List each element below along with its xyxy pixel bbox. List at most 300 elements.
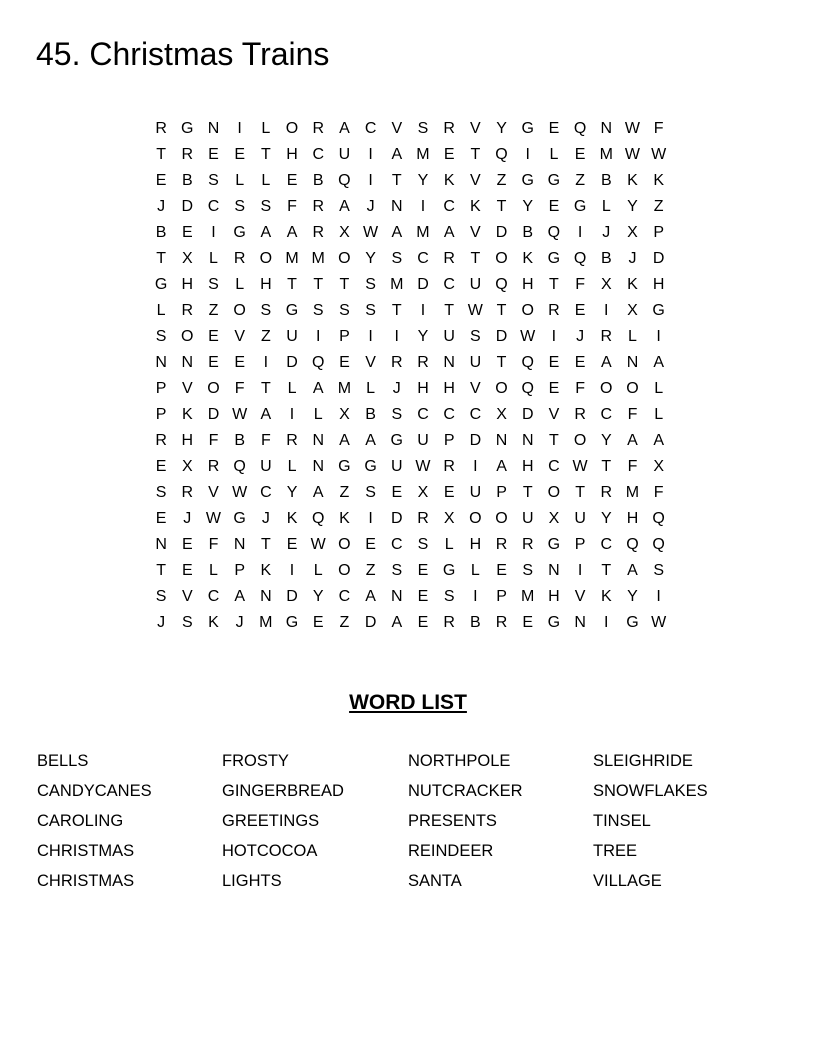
word-list-heading: WORD LIST xyxy=(349,691,467,714)
grid-cell: R xyxy=(155,120,167,137)
grid-cell: T xyxy=(156,250,166,267)
grid-cell: O xyxy=(285,120,299,137)
grid-cell: Y xyxy=(286,484,298,501)
grid-row xyxy=(148,558,673,584)
grid-cell: W xyxy=(624,146,641,163)
grid-cell: L xyxy=(654,380,664,397)
grid-cell: J xyxy=(392,380,401,397)
grid-cell: B xyxy=(181,172,193,189)
grid-cell: Y xyxy=(312,588,324,605)
grid-cell: H xyxy=(652,276,665,293)
grid-row xyxy=(148,610,673,636)
grid-cell: I xyxy=(604,302,609,319)
word-list-item: CAROLING xyxy=(37,812,124,830)
grid-cell: D xyxy=(521,406,534,423)
grid-cell: A xyxy=(627,432,638,449)
grid-cell: L xyxy=(287,380,297,397)
grid-cell: L xyxy=(235,276,245,293)
letter-grid xyxy=(148,116,673,636)
word-list-item: CHRISTMAS xyxy=(37,872,135,890)
grid-cell: G xyxy=(154,276,168,293)
grid-cell: U xyxy=(443,328,455,345)
grid-cell: F xyxy=(627,458,638,475)
grid-cell: G xyxy=(390,432,403,449)
grid-cell: H xyxy=(521,276,534,293)
grid-cell: N xyxy=(155,536,167,553)
grid-cell: R xyxy=(495,614,508,631)
grid-cell: I xyxy=(656,328,661,345)
grid-cell: I xyxy=(551,328,557,345)
grid-cell: X xyxy=(339,406,350,423)
grid-cell: O xyxy=(495,380,508,397)
grid-cell: Y xyxy=(496,120,507,137)
grid-cell: N xyxy=(391,198,403,215)
grid-cell: Y xyxy=(627,588,638,605)
grid-cell: K xyxy=(600,588,612,605)
grid-cell: X xyxy=(600,276,612,293)
grid-cell: K xyxy=(286,510,298,527)
grid-cell: S xyxy=(365,276,376,293)
grid-cell: T xyxy=(391,172,402,189)
grid-cell: S xyxy=(470,328,481,345)
grid-cell: K xyxy=(443,172,455,189)
grid-cell: U xyxy=(469,354,482,371)
grid-cell: T xyxy=(313,276,324,293)
grid-cell: U xyxy=(469,276,482,293)
grid-cell: I xyxy=(368,172,373,189)
grid-cell: F xyxy=(208,432,219,449)
grid-cell: O xyxy=(626,380,639,397)
grid-cell: K xyxy=(627,172,638,189)
grid-cell: S xyxy=(155,328,167,345)
grid-cell: E xyxy=(443,146,455,163)
grid-cell: H xyxy=(521,458,534,475)
word-list-item: VILLAGE xyxy=(593,872,662,890)
grid-cell: L xyxy=(313,406,323,423)
grid-cell: G xyxy=(626,614,639,631)
grid-cell: C xyxy=(548,458,560,475)
grid-cell: I xyxy=(237,120,242,137)
grid-cell: E xyxy=(548,198,560,215)
grid-cell: A xyxy=(496,458,507,475)
grid-cell: W xyxy=(232,406,248,423)
grid-cell: E xyxy=(286,536,298,553)
grid-cell: S xyxy=(391,562,403,579)
grid-cell: F xyxy=(653,120,664,137)
grid-cell: E xyxy=(574,302,586,319)
grid-cell: G xyxy=(652,302,665,319)
grid-row xyxy=(148,506,673,532)
grid-cell: B xyxy=(470,614,481,631)
page-title: 45. Christmas Trains xyxy=(36,36,330,72)
grid-cell: H xyxy=(181,432,194,449)
grid-cell: A xyxy=(312,484,324,501)
grid-cell: A xyxy=(443,224,455,241)
grid-cell: K xyxy=(208,614,219,631)
word-list-item: GREETINGS xyxy=(222,812,320,830)
grid-cell: M xyxy=(259,614,273,631)
grid-cell: W xyxy=(310,536,326,553)
grid-cell: O xyxy=(573,432,587,449)
grid-cell: I xyxy=(420,198,426,215)
grid-cell: X xyxy=(653,458,664,475)
grid-cell: E xyxy=(181,536,193,553)
grid-cell: X xyxy=(417,484,429,501)
grid-cell: Q xyxy=(547,224,561,241)
grid-cell: Z xyxy=(339,484,350,501)
grid-cell: V xyxy=(548,406,560,423)
grid-cell: R xyxy=(495,536,508,553)
grid-cell: T xyxy=(549,432,559,449)
grid-cell: D xyxy=(495,328,508,345)
grid-cell: G xyxy=(547,250,561,267)
grid-cell: A xyxy=(234,588,245,605)
grid-row xyxy=(148,584,673,610)
grid-cell: R xyxy=(391,354,403,371)
grid-cell: R xyxy=(521,536,534,553)
grid-cell: T xyxy=(339,276,350,293)
grid-cell: Q xyxy=(495,146,508,163)
grid-cell: U xyxy=(574,510,586,527)
grid-cell: I xyxy=(368,328,373,345)
grid-cell: H xyxy=(181,276,194,293)
word-list-item: SLEIGHRIDE xyxy=(593,752,693,770)
grid-cell: Q xyxy=(521,380,534,397)
grid-cell: M xyxy=(390,276,404,293)
grid-cell: G xyxy=(442,562,456,579)
grid-cell: V xyxy=(365,354,376,371)
grid-cell: W xyxy=(205,510,222,527)
grid-cell: L xyxy=(470,562,480,579)
grid-cell: E xyxy=(574,354,586,371)
grid-cell: E xyxy=(522,614,534,631)
grid-cell: E xyxy=(548,354,560,371)
grid-cell: E xyxy=(548,120,560,137)
grid-cell: O xyxy=(338,250,351,267)
grid-cell: X xyxy=(181,250,193,267)
grid-cell: R xyxy=(312,120,324,137)
grid-cell: C xyxy=(207,198,220,215)
grid-cell: H xyxy=(260,276,272,293)
word-list-item: BELLS xyxy=(37,752,89,770)
grid-cell: E xyxy=(181,562,193,579)
grid-cell: D xyxy=(417,276,429,293)
grid-cell: K xyxy=(627,276,638,293)
grid-cell: O xyxy=(259,250,273,267)
grid-cell: G xyxy=(285,614,299,631)
grid-cell: L xyxy=(235,172,245,189)
grid-cell: P xyxy=(339,328,350,345)
grid-cell: A xyxy=(260,224,272,241)
grid-cell: Z xyxy=(260,328,271,345)
grid-cell: L xyxy=(209,562,218,579)
grid-cell: T xyxy=(470,250,481,267)
grid-cell: R xyxy=(600,484,613,501)
grid-cell: T xyxy=(522,484,533,501)
grid-cell: R xyxy=(181,484,194,501)
grid-cell: J xyxy=(628,250,637,267)
grid-cell: H xyxy=(548,588,560,605)
grid-cell: P xyxy=(653,224,664,241)
grid-cell: T xyxy=(260,536,271,553)
word-list-item: GINGERBREAD xyxy=(222,782,344,800)
grid-cell: M xyxy=(599,146,613,163)
grid-cell: A xyxy=(391,224,403,241)
grid-row xyxy=(148,168,673,194)
grid-cell: I xyxy=(577,224,583,241)
grid-cell: S xyxy=(155,484,167,501)
grid-cell: O xyxy=(207,380,220,397)
grid-cell: D xyxy=(181,198,194,215)
grid-cell: E xyxy=(155,458,167,475)
grid-cell: D xyxy=(286,354,298,371)
grid-cell: Z xyxy=(496,172,507,189)
grid-row xyxy=(148,298,673,324)
grid-cell: M xyxy=(311,250,325,267)
grid-cell: T xyxy=(549,276,559,293)
grid-cell: W xyxy=(467,302,483,319)
grid-cell: Y xyxy=(600,510,612,527)
grid-cell: M xyxy=(521,588,535,605)
grid-cell: A xyxy=(627,562,638,579)
grid-cell: T xyxy=(156,562,166,579)
grid-cell: L xyxy=(287,458,297,475)
grid-cell: I xyxy=(289,406,295,423)
grid-cell: Q xyxy=(573,120,587,137)
grid-cell: N xyxy=(207,120,220,137)
grid-cell: C xyxy=(364,120,377,137)
grid-cell: Q xyxy=(652,536,665,553)
grid-cell: N xyxy=(521,432,534,449)
grid-cell: E xyxy=(391,484,403,501)
grid-cell: R xyxy=(443,614,455,631)
grid-cell: T xyxy=(601,458,612,475)
grid-cell: P xyxy=(496,588,507,605)
grid-cell: L xyxy=(313,562,323,579)
grid-cell: N xyxy=(391,588,403,605)
grid-cell: T xyxy=(156,146,166,163)
grid-cell: F xyxy=(653,484,664,501)
grid-cell: S xyxy=(260,302,272,319)
word-list-item: CHRISTMAS xyxy=(37,842,135,860)
grid-cell: X xyxy=(339,224,350,241)
grid-cell: N xyxy=(312,458,324,475)
word-list-item: CANDYCANES xyxy=(37,782,152,800)
grid-cell: S xyxy=(312,302,324,319)
grid-cell: Y xyxy=(522,198,534,215)
word-list-item: SANTA xyxy=(408,872,462,890)
grid-cell: V xyxy=(234,328,245,345)
grid-cell: O xyxy=(338,562,351,579)
grid-cell: Q xyxy=(626,536,639,553)
grid-row xyxy=(148,272,673,298)
grid-cell: V xyxy=(181,380,193,397)
grid-cell: T xyxy=(260,380,271,397)
grid-cell: E xyxy=(155,172,167,189)
grid-cell: V xyxy=(470,380,481,397)
grid-cell: N xyxy=(626,354,639,371)
grid-cell: I xyxy=(525,146,530,163)
grid-cell: R xyxy=(181,302,194,319)
grid-cell: G xyxy=(233,510,246,527)
grid-cell: R xyxy=(312,224,324,241)
grid-cell: A xyxy=(365,588,376,605)
grid-cell: Q xyxy=(311,354,325,371)
grid-cell: P xyxy=(155,380,167,397)
grid-cell: S xyxy=(260,198,272,215)
grid-cell: S xyxy=(417,120,429,137)
grid-cell: Q xyxy=(311,510,325,527)
grid-cell: J xyxy=(235,614,244,631)
grid-cell: M xyxy=(416,224,430,241)
grid-row xyxy=(148,454,673,480)
grid-cell: Z xyxy=(208,302,219,319)
grid-cell: S xyxy=(234,198,245,215)
grid-cell: S xyxy=(653,562,664,579)
grid-cell: O xyxy=(181,328,194,345)
word-list xyxy=(37,746,797,896)
grid-cell: O xyxy=(521,302,534,319)
grid-cell: R xyxy=(417,354,429,371)
grid-cell: R xyxy=(443,458,455,475)
grid-row xyxy=(148,532,673,558)
word-list-item: TREE xyxy=(593,842,638,860)
grid-cell: A xyxy=(391,146,403,163)
grid-cell: N xyxy=(548,562,560,579)
grid-cell: H xyxy=(443,380,455,397)
grid-row xyxy=(148,402,673,428)
grid-cell: U xyxy=(469,484,482,501)
grid-cell: N xyxy=(233,536,246,553)
grid-cell: G xyxy=(285,302,299,319)
grid-cell: V xyxy=(181,588,193,605)
grid-cell: Q xyxy=(573,250,587,267)
grid-cell: K xyxy=(522,250,534,267)
grid-cell: P xyxy=(496,484,507,501)
grid-cell: I xyxy=(420,302,426,319)
grid-cell: X xyxy=(627,224,638,241)
grid-cell: B xyxy=(365,406,376,423)
grid-cell: D xyxy=(652,250,665,267)
grid-cell: K xyxy=(260,562,272,579)
grid-cell: C xyxy=(417,250,429,267)
grid-cell: T xyxy=(260,146,271,163)
grid-cell: X xyxy=(627,302,638,319)
grid-cell: R xyxy=(548,302,560,319)
grid-cell: V xyxy=(470,172,481,189)
grid-cell: J xyxy=(261,510,270,527)
grid-cell: K xyxy=(653,172,664,189)
grid-cell: S xyxy=(365,302,376,319)
grid-row xyxy=(148,480,673,506)
grid-cell: E xyxy=(155,510,167,527)
grid-cell: D xyxy=(391,510,403,527)
grid-cell: C xyxy=(443,406,455,423)
grid-cell: W xyxy=(572,458,588,475)
grid-cell: X xyxy=(496,406,507,423)
grid-cell: J xyxy=(157,198,166,215)
grid-cell: W xyxy=(651,614,667,631)
grid-cell: A xyxy=(339,432,350,449)
grid-cell: T xyxy=(496,198,507,215)
grid-cell: Z xyxy=(653,198,664,215)
grid-cell: A xyxy=(339,120,350,137)
grid-cell: T xyxy=(287,276,297,293)
grid-cell: Y xyxy=(365,250,376,267)
grid-cell: G xyxy=(181,120,194,137)
grid-cell: S xyxy=(155,588,167,605)
grid-cell: I xyxy=(368,146,373,163)
grid-cell: N xyxy=(155,354,167,371)
grid-cell: C xyxy=(207,588,220,605)
grid-cell: B xyxy=(600,172,612,189)
grid-cell: I xyxy=(211,224,216,241)
grid-cell: S xyxy=(391,250,403,267)
grid-cell: G xyxy=(547,536,561,553)
grid-cell: O xyxy=(233,302,246,319)
grid-cell: J xyxy=(366,198,375,215)
grid-cell: S xyxy=(181,614,193,631)
grid-cell: O xyxy=(338,536,351,553)
grid-cell: Z xyxy=(339,614,350,631)
grid-cell: V xyxy=(391,120,403,137)
grid-cell: Y xyxy=(600,432,612,449)
grid-cell: N xyxy=(495,432,508,449)
grid-cell: E xyxy=(443,484,455,501)
grid-cell: X xyxy=(548,510,560,527)
grid-cell: Q xyxy=(495,276,508,293)
word-list-item: TINSEL xyxy=(593,812,651,830)
grid-cell: C xyxy=(600,406,613,423)
grid-cell: J xyxy=(602,224,611,241)
grid-cell: C xyxy=(443,198,455,215)
word-list-item: PRESENTS xyxy=(408,812,497,830)
grid-cell: G xyxy=(573,198,587,215)
grid-cell: B xyxy=(600,250,612,267)
word-list-item: NUTCRACKER xyxy=(408,782,523,800)
grid-cell: P xyxy=(234,562,245,579)
grid-cell: Q xyxy=(652,510,665,527)
grid-cell: T xyxy=(470,146,481,163)
grid-cell: O xyxy=(600,380,613,397)
grid-row xyxy=(148,376,673,402)
grid-cell: B xyxy=(522,224,534,241)
grid-cell: F xyxy=(627,406,638,423)
grid-cell: C xyxy=(391,536,403,553)
grid-cell: W xyxy=(415,458,431,475)
grid-cell: V xyxy=(208,484,219,501)
grid-cell: E xyxy=(312,614,324,631)
grid-cell: S xyxy=(417,536,429,553)
grid-cell: D xyxy=(364,614,377,631)
grid-cell: E xyxy=(417,562,429,579)
grid-cell: I xyxy=(315,328,321,345)
grid-cell: J xyxy=(576,328,585,345)
grid-cell: E xyxy=(208,146,219,163)
grid-cell: N xyxy=(443,354,455,371)
grid-cell: S xyxy=(365,484,376,501)
grid-cell: N xyxy=(312,432,324,449)
grid-cell: N xyxy=(181,354,194,371)
grid-cell: W xyxy=(232,484,248,501)
grid-cell: L xyxy=(209,250,218,267)
grid-cell: V xyxy=(470,120,481,137)
grid-cell: F xyxy=(575,276,585,293)
grid-row xyxy=(148,220,673,246)
grid-cell: K xyxy=(181,406,193,423)
grid-cell: H xyxy=(286,146,298,163)
grid-cell: S xyxy=(522,562,534,579)
